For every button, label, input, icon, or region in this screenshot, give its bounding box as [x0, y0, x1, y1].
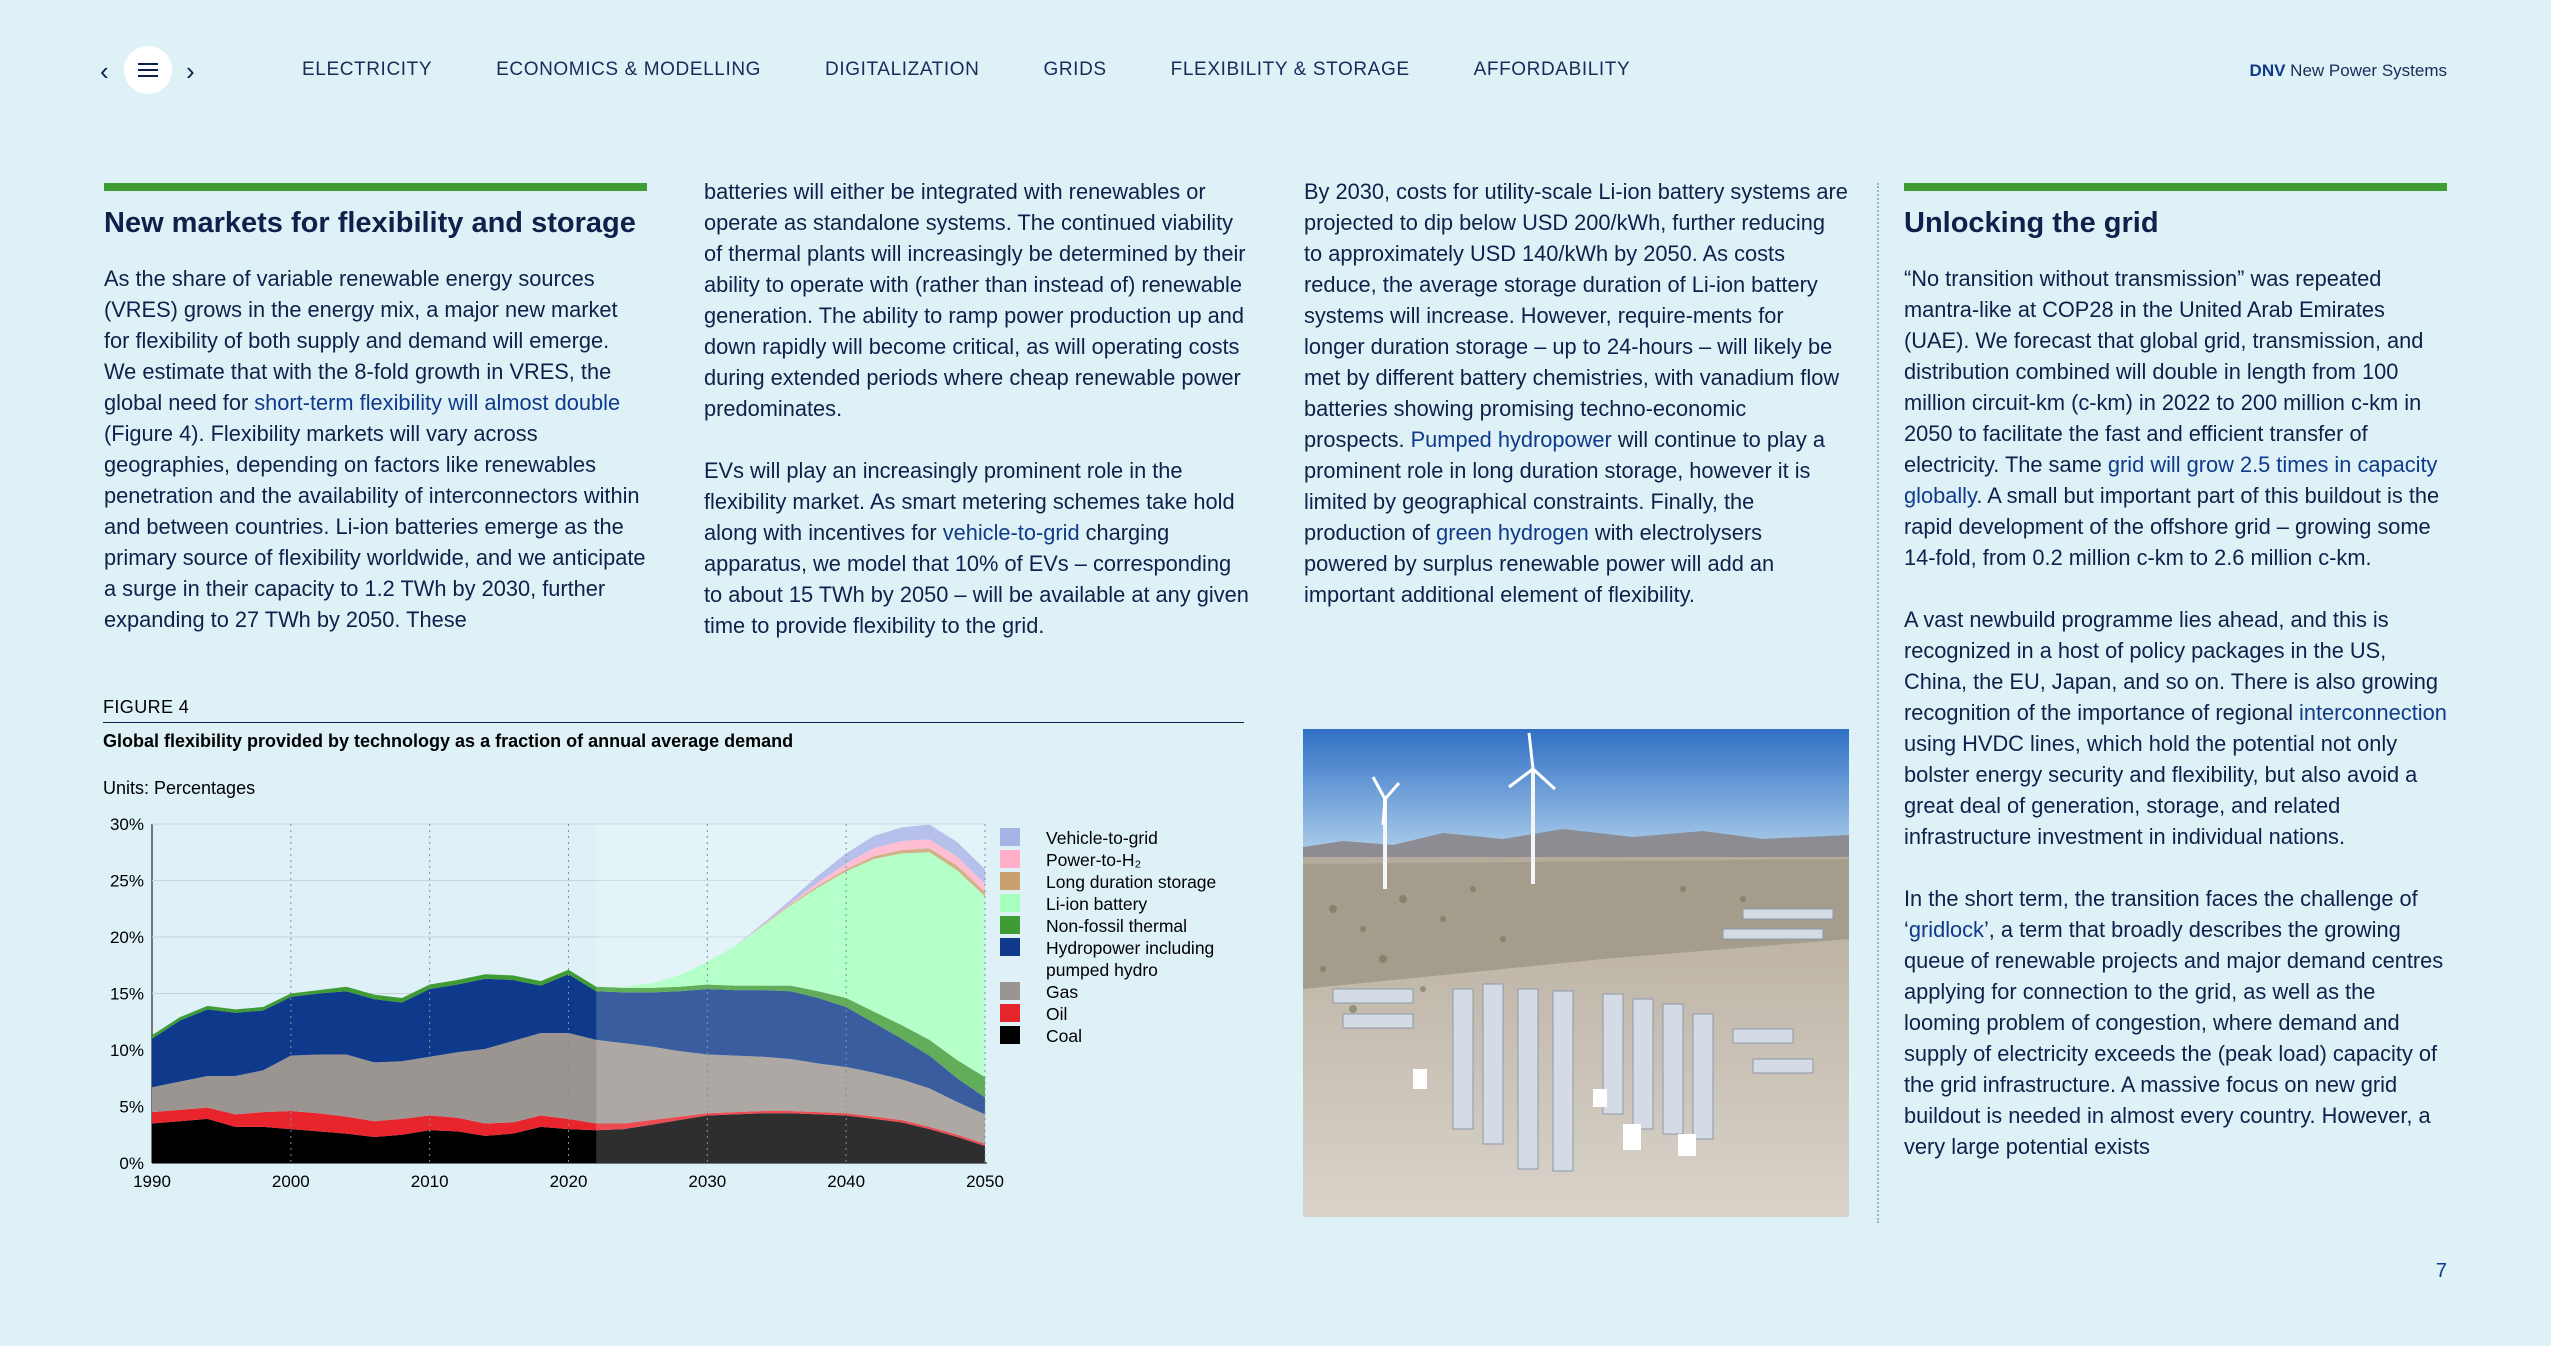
link-pumped-hydropower[interactable]: Pumped hydropower [1410, 427, 1612, 452]
battery-storage-wind-farm-photo [1303, 729, 1849, 1217]
column-4 [1904, 183, 2447, 1193]
x-tick-label: 2040 [827, 1172, 866, 1191]
legend-swatch [1000, 828, 1020, 846]
paragraph: EVs will play an increasingly prominent role in the flexibility market. As smart metering schemes take hold along with incentives for vehicle-to-grid charging apparatus, we model that 10% of EVs – corresponding to about 15 TWh by 2050 – will be available at any given time to provide flexibility to the grid. [704, 458, 1249, 638]
section-heading-flexibility: New markets for flexibility and storage [104, 207, 636, 239]
flexibility-area-chart [0, 0, 1260, 1230]
legend-label: Gas [1046, 982, 1079, 1002]
legend-label: Vehicle-to-grid [1046, 828, 1158, 848]
brand-rest: New Power Systems [2285, 61, 2447, 80]
tab-affordability[interactable]: AFFORDABILITY [1473, 59, 1631, 80]
brand-dnv: DNV [2249, 61, 2286, 80]
legend-swatch [1000, 916, 1020, 934]
paragraph: “No transition without transmission” was repeated mantra-like at COP28 in the United Arab Emirates (UAE). We forecast that global grid, transmission, and distribution combined will double in length from 100 million circuit-km (c-km) in 2022 to 200 million c-km in 2050 to facilitate the fast and efficient transfer of electricity. The same grid will grow 2.5 times in capacity globally. A small but important part of this buildout is the rapid development of the offshore grid – growing some 14-fold, from 0.2 million c-km to 2.6 million c-km. [1904, 266, 2440, 570]
legend-label: Li-ion battery [1046, 894, 1148, 914]
paragraph: batteries will either be integrated with renewables or operate as standalone systems. The continued viability of thermal plants will increasingly be determined by their ability to operate with (rather than instead of) renewable generation. The ability to ramp power production up and down rapidly will become critical, as will operating costs during extended periods where cheap renewable power predominates. [704, 179, 1246, 421]
link-grid-growth[interactable]: grid will grow 2.5 times in capacity globally [1904, 452, 2438, 508]
legend-label: Coal [1046, 1026, 1082, 1046]
legend-swatch [1000, 1004, 1020, 1022]
x-tick-label: 2030 [688, 1172, 727, 1191]
figure-units: Units: Percentages [103, 778, 256, 798]
legend-label: pumped hydro [1046, 960, 1158, 980]
legend-swatch [1000, 850, 1020, 868]
x-tick-label: 2020 [549, 1172, 588, 1191]
figure-label: FIGURE 4 [103, 697, 190, 717]
y-tick-label: 5% [119, 1097, 144, 1117]
y-tick-label: 10% [109, 1041, 144, 1060]
tab-economics-modelling[interactable]: ECONOMICS & MODELLING [496, 59, 762, 80]
legend-swatch [1000, 1026, 1020, 1044]
legend-swatch [1000, 872, 1020, 890]
paragraph: A vast newbuild programme lies ahead, and this is recognized in a host of policy packages in the US, China, the EU, Japan, and so on. There is also growing recognition of the importance of regional interconnection using HVDC lines, which hold the potential not only bolster energy security and flexibility, but also avoid a great deal of generation, storage, and related infrastructure investment in individual nations. [1904, 607, 2447, 849]
legend-label: Hydropower including [1046, 938, 1215, 958]
legend-label: Power-to-H₂ [1046, 850, 1142, 870]
link-interconnection[interactable]: interconnection [2299, 700, 2447, 725]
x-tick-label: 1990 [133, 1172, 171, 1191]
legend-swatch [1000, 894, 1020, 912]
legend-label: Oil [1046, 1004, 1068, 1024]
x-tick-label: 2010 [410, 1172, 449, 1191]
tab-electricity[interactable]: ELECTRICITY [302, 59, 433, 80]
column-3 [1304, 176, 1849, 641]
legend-label: Non-fossil thermal [1046, 916, 1188, 936]
y-tick-label: 0% [119, 1154, 144, 1173]
y-tick-label: 25% [109, 871, 144, 891]
legend-swatch [1000, 982, 1020, 1000]
link-short-term-flexibility[interactable]: short-term flexibility will almost double [254, 390, 621, 415]
tab-digitalization[interactable]: DIGITALIZATION [825, 59, 980, 80]
green-accent-bar [1904, 183, 2447, 191]
projection-shade [596, 824, 985, 1163]
tab-grids[interactable]: GRIDS [1043, 59, 1107, 80]
column-divider [1877, 183, 1879, 1223]
x-tick-label: 2050 [966, 1172, 1004, 1191]
chevron-right-icon[interactable]: › [186, 56, 195, 86]
legend-swatch [1000, 938, 1020, 956]
link-vehicle-to-grid[interactable]: vehicle-to-grid [942, 520, 1080, 545]
figure-title: Global flexibility provided by technology as a fraction of annual average demand [103, 731, 794, 751]
y-tick-label: 20% [109, 928, 144, 947]
paragraph: In the short term, the transition faces the challenge of ‘gridlock’, a term that broadly describes the growing queue of renewable projects and major demand centres applying for connection to the grid, as well as the looming problem of congestion, where demand and supply of electricity exceeds the (peak load) capacity of the grid infrastructure. A massive focus on new grid buildout is needed in almost every country. However, a very large potential exists [1904, 886, 2444, 1159]
tab-flexibility-storage[interactable]: FLEXIBILITY & STORAGE [1170, 59, 1410, 80]
link-green-hydrogen[interactable]: green hydrogen [1436, 520, 1589, 545]
paragraph: As the share of variable renewable energy sources (VRES) grows in the energy mix, a major new market for flexibility of both supply and demand will emerge. We estimate that with the 8-fold growth in VRES, the global need for short-term flexibility will almost double (Figure 4). Flexibility markets will vary across geographies, depending on factors like renewables penetration and the availability of interconnectors within and between countries. Li-ion batteries emerge as the primary source of flexibility worldwide, and we anticipate a surge in their capacity to 1.2 TWh by 2030, further expanding to 27 TWh by 2050. These [104, 266, 646, 632]
y-tick-label: 30% [109, 815, 144, 834]
chevron-left-icon[interactable]: ‹ [100, 56, 109, 86]
y-tick-label: 15% [109, 984, 144, 1004]
link-gridlock[interactable]: gridlock [1908, 917, 1984, 942]
paragraph: By 2030, costs for utility-scale Li-ion battery systems are projected to dip below USD 200/kWh, further reducing to approximately USD 140/kWh by 2050. As costs reduce, the average storage duration of Li-ion battery systems will increase. However, require-ments for longer duration storage – up to 24-hours – will likely be met by different battery chemistries, with vanadium flow batteries showing promising techno-economic prospects. Pumped hydropower will continue to play a prominent role in long duration storage, however it is limited by geographical constraints. Finally, the production of green hydrogen with electrolysers powered by surplus renewable power will add an important additional element of flexibility. [1304, 179, 1848, 607]
legend-label: Long duration storage [1046, 872, 1217, 892]
section-heading-grid: Unlocking the grid [1904, 207, 2159, 239]
brand-label[interactable] [2250, 61, 2447, 81]
x-tick-label: 2000 [271, 1172, 310, 1191]
page-number: 7 [2435, 1260, 2447, 1282]
